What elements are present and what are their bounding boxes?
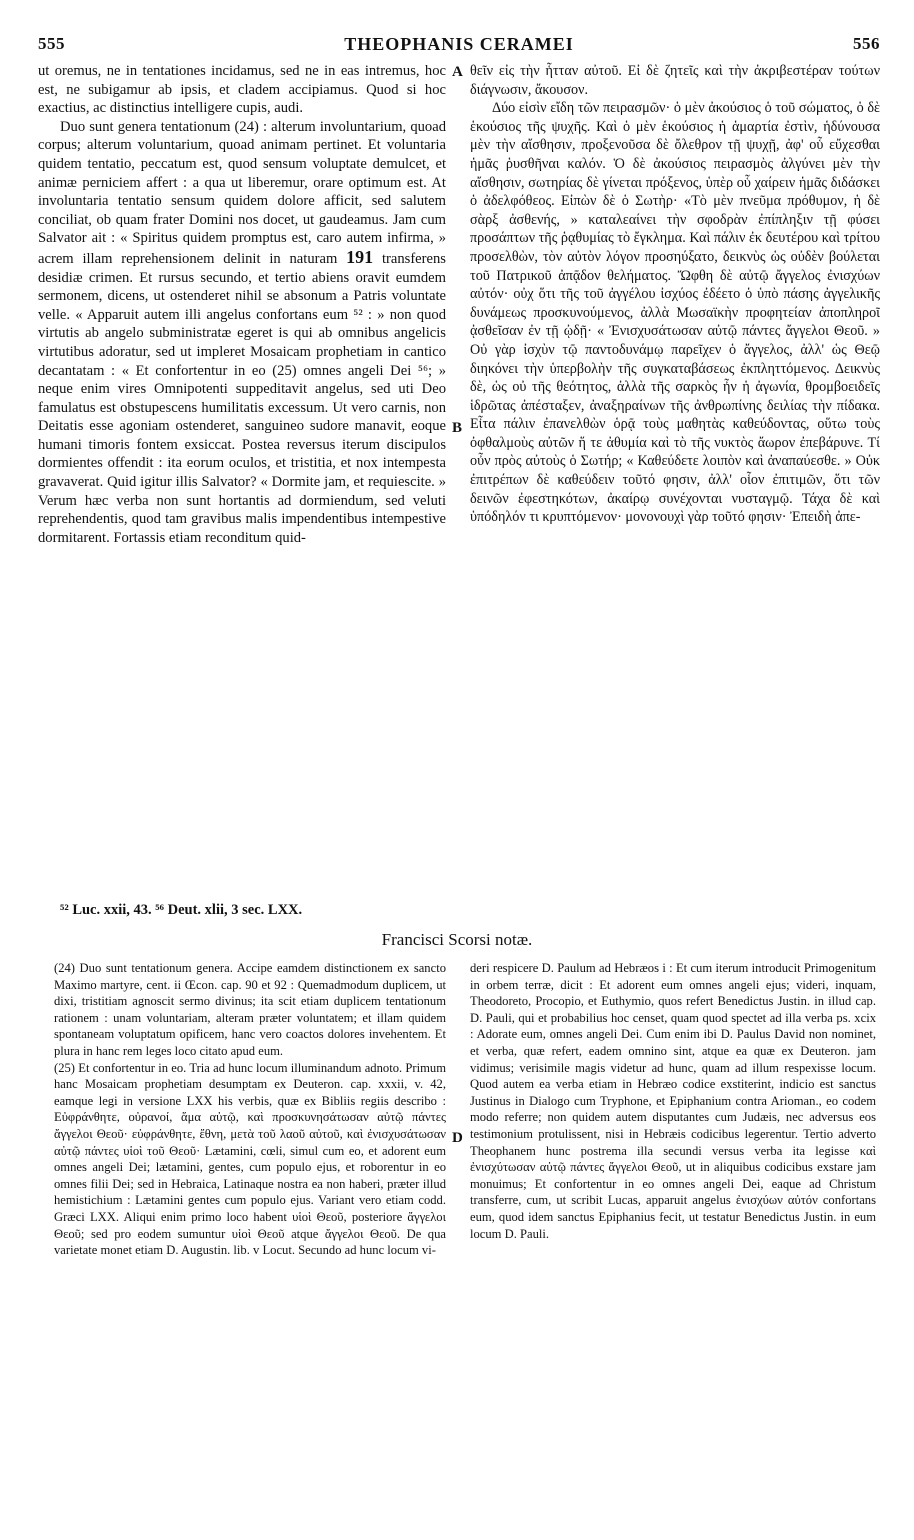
notes-left-column [54,960,446,1520]
note-25-continued: deri respicere D. Paulum ad Hebræos i : Et cum iterum introducit Primogenitum in orbem terræ, dicit : Et adorent eum omnes angeli ejus; videri, inquam, Theodoreto, Procopio, et Euthymio, quos refert Benedictus Justin. in illud cap. D. Pauli, qui et probabilius hoc censet, quam quod spectet ad illa verba ps. xcix : Adorate eum, omnes angeli Dei. Cum enim ibi D. Paulus David non nominet, et verba, quæ refert, eadem omnino sint, atque ea quæ ex Deuteron. jam vidimus; verisimile magis videtur ad hunc, quam ad illum respexisse locum. Quod autem ea verba etiam in Hebræo codice exstiterint, indicio est sanctus Justinus in Dialogo cum Tryphone, et Epiphanium contra Arioman., eo codem modo referre; non quidem autem disputantes cum Judæis, nec adversus eos testimonium protulissent, nisi in Hebræis codicibus legerentur. Tertio adverto Theophanem hunc postrema illa secundi versus verba ita legisse καὶ ἐνισχύτωσαν αὐτῷ πάντες ἄγγελοι Θεοῦ, ut in aliquibus codicibus exstare jam monuimus; Et confortentur in eo omnes angeli Dei, eaque ad Christum transferre, cum, ut scribit Lucas, apparuit angelus ἐνισχύων αὐτόν confortans eum, quod idem sanctus Epiphanius fecit, ut testatur Benedictus Justin. in eum locum D. Pauli. [470,961,876,1241]
note-25: (25) Et confortentur in eo. Tria ad hunc locum illuminandum adnoto. Primum hanc Mosaicam prophetiam desumptam ex Deuteron. cap. xxxii, v. 42, eamque legi in versione LXX his verbis, quæ ex Bibliis regiis describo : Εὐφράνθητε, οὐρανοί, ἅμα αὐτῷ, καὶ προσκυνησάτωσαν αὐτῷ πάντες ἄγγελοι Θεοῦ· εὐφράνθητε, ἔθνη, μετὰ τοῦ λαοῦ αὐτοῦ, καὶ ἐνισχυσάτωσαν αὐτῷ πάντες υἱοὶ τοῦ Θεοῦ· Lætamini, cœli, simul cum eo, et adorent eum omnes angeli Dei; lætamini, gentes, cum populo ejus, et roborentur in eo omnes filii Dei; sed in Hebraica, Latinaque nostra ea non haberi, præter illud hemistichium : Lætamini gentes cum populo ejus. Variant vero etiam codd. Græci LXX. Aliqui enim primo loco habent υἱοὶ Θεοῦ, posteriore ἄγγελοι Θεοῦ; sed pro eodem sumuntur υἱοὶ Θεοῦ atque ἄγγελοι Θεοῦ. De qua varietate monet etiam D. Augustin. lib. v Locut. Secundo ad hunc locum vi- [54,1060,446,1258]
greek-column [470,62,880,890]
notes-right-column [470,960,876,1520]
latin-paragraph-2-part-a: Duo sunt genera tentationum (24) : alterum involuntarium, quoad corpus; alterum voluntarium, quoad animam pertinet. Et voluntaria quidem tentatio, peccatum est, quod sensum voluptate demulcet, et animæ perniciem affert : a qua ut liberemur, orare optimum est. At involuntaria tentatio sensum quidem dolore afficit, sed salutem conciliat, ob quam frater Domini nos docet, ut gaudeamus. Jam cum Salvator ait : « Spiritus quidem promptus est, caro autem infirma, » acrem illam reprehensionem delinit in naturam [38,118,446,267]
margin-marker-d: D [452,1130,463,1146]
latin-paragraph-2-part-b: transferens desidiæ crimen. Et rursus secundo, et tertio abiens oravit eumdem sermonem, dicens, ut ostenderet nihil se absonum a Patris voluntate velle. « Apparuit autem illi angelus confortans eum ⁵² : » non quod virtutis ab angelo subministratæ egeret is qui ab omnibus angelicis virtutibus adoratur, sed ut impleret Mosaicam prophetiam in cantico decantatam : « Et confortentur in eo (25) omnes angeli Dei ⁵⁶; » neque enim vires Omnipotenti suppeditavit angelus, sed uti Deo famulatus est obstupescens humilitatis excessum. Ut vero carnis, non Deitatis esse agoniam ostenderet, sanguineo sudore manavit, eoque humani timoris fontem exsiccat. Postea reversus iterum discipulos dormientes offendit : ita eorum oculos, et tristitia, et nox intempesta gravaverat. Quid igitur illis Salvator? « Dormite jam, et requiescite. » Verum hæc verba non sunt hortantis ad dormiendum, sed veluti reprehendentis, quod tam gravibus malis impendentibus intempestive dormitarent. Fortassis etiam reconditum quid- [38,250,446,546]
running-title: THEOPHANIS CERAMEI [344,34,574,54]
margin-marker-b: B [452,420,463,436]
footnote-references: ⁵² Luc. xxii, 43. ⁵⁶ Deut. xlii, 3 sec. LXX. [60,902,303,918]
greek-paragraph-2: Δύο εἰσὶν εἴδη τῶν πειρασμῶν· ὁ μὲν ἀκούσιος ὁ τοῦ σώματος, ὁ δὲ ἑκούσιος τῆς ψυχῆς. Καὶ ὁ μὲν ἑκούσιος ἡ ἁμαρτία ἐστὶν, ἡδύνουσα μὲν τὴν αἴσθησιν, προξενοῦσα δὲ ὄλεθρον τῇ ψυχῇ, ἀφ' οὗ εὔχεσθαι ἡμᾶς ῥυσθῆναι καλόν. Ὁ δὲ ἀκούσιος πειρασμὸς ἀλγύνει μὲν τὴν αἴσθησιν, σωτηρίας δὲ γίνεται πρόξενος, ὑπὲρ οὗ χαίρειν ἡμᾶς διδάσκει ὁ ἀδελφόθεος. Εἰπὼν δὲ ὁ Σωτὴρ· «Τὸ μὲν πνεῦμα πρόθυμον, ἡ δὲ σὰρξ ἀσθενής, » καταλεαίνει τὴν σφοδρὰν ἐπίπληξιν τῇ φύσει προσάπτων τῆς ῥᾳθυμίας τὸ ἔγκλημα. Καὶ πάλιν ἐκ δευτέρου καὶ τρίτου προσελθὼν, τὸν αὐτὸν λόγον προσηύξατο, δεικνὺς ὡς οὐδὲν βούλεται τοῦ Πατρικοῦ ἀπᾷδον θελήματος. Ὤφθη δὲ αὐτῷ ἄγγελος ἐνισχύων αὐτόν· οὐχ ὅτι τῆς τοῦ ἀγγέλου ἰσχύος ἐδέετο ὁ ὑπὸ πάσης ἀγγελικῆς δυνάμεως προσκυνούμενος, ἀλλὰ Μωσαϊκὴν προφητείαν ἀποπληροῖ ᾀσθεῖσαν ἐν τῇ ᾠδῇ· « Ἐνισχυσάτωσαν αὐτῷ πάντες ἄγγελοι Θεοῦ. » Οὐ γὰρ ἰσχὺν τῷ παντοδυνάμῳ παρεῖχεν ὁ ἄγγελος, ἀλλ' ὡς Θεῷ διηκόνει τὴν ὑπερβολὴν τῆς συγκαταβάσεως ἐκπληττόμενος. Δεικνὺς δὲ, ὡς οὐ τῆς θεότητος, ἀλλὰ τῆς σαρκὸς ἦν ἡ ἀγωνία, θρομβοειδεῖς ἱδρῶτας ἀπέσταξεν, ἀναξηραίνων τῆς ἀνθρωπίνης δειλίας τὴν πίδακα. Εἶτα πάλιν ἐπανελθὼν ὁρᾷ τοὺς μαθητὰς καθεύδοντας, οὕτω τοὺς ὀφθαλμοὺς αὐτῶν ἥ τε ἀθυμία καὶ τὸ τῆς νυκτὸς ἄωρον ἐπεβάρυνε. Τί οὖν πρὸς αὐτοὺς ὁ Σωτήρ; « Καθεύδετε λοιπὸν καὶ ἀναπαύεσθε. » Οὐκ ἐπιτρέπων δὲ καθεύδειν τοῦτό φησιν, ἀλλ' οἷον ἐπιτιμῶν, ὅτι τῶν δεινῶν ἐφεστηκότων, ἀκαίρῳ συνέχονται νυσταγμῷ. Τάχα δὲ καὶ ὑπόδηλόν τι κρυπτόμενον· μονονουχὶ γὰρ τοῦτό φησιν· Ἐπειδὴ ἀπε- [470,100,880,526]
latin-paragraph-1: ut oremus, ne in tentationes incidamus, sed ne in eas intremus, hoc est, ne subigamur ab ipsis, et cladem accipiamus. Quod si hoc exactius, ac distinctius intelligere cupis, audi. [38,63,446,117]
greek-paragraph-1: θεῖν εἰς τὴν ἧτταν αὐτοῦ. Εἰ δὲ ζητεῖς καὶ τὴν ἀκριβεστέραν τούτων διάγνωσιν, ἄκουσον. [470,63,880,98]
latin-column [38,62,446,890]
latin-paragraph-2 [38,118,446,548]
page-number-left: 555 [38,34,65,53]
note-24: (24) Duo sunt tentationum genera. Accipe eamdem distinctionem ex sancto Maximo martyre, cent. ii Œcon. cap. 90 et 92 : Quemadmodum duplicem, ut dixi, tristitiam agnoscit sermo divinus; ita scit etiam duplicem tentationum rationem : unam voluntariam, alteram præter voluntatem; et illam quidem spontaneam voluptatum opificem, hanc vero coactos dolores invehentem. Et plura in hanc rem leges loco citato apud eum. [54,961,446,1058]
notes-heading: Francisci Scorsi notæ. [381,930,533,949]
inline-page-number: 191 [346,246,374,267]
page-number-right: 556 [853,34,880,53]
margin-marker-a: A [452,64,463,80]
running-header [38,34,880,58]
